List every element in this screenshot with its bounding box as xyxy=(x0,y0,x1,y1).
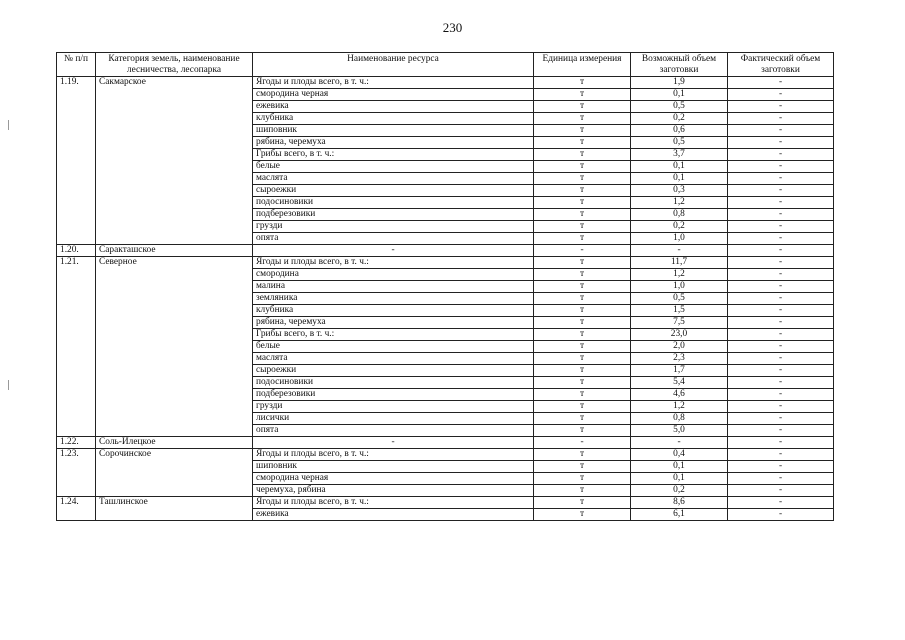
possible-volume-cell: 1,2 xyxy=(631,197,728,209)
actual-volume-cell: - xyxy=(728,437,834,449)
actual-volume-cell: - xyxy=(728,365,834,377)
actual-volume-cell: - xyxy=(728,149,834,161)
resource-name: шиповник xyxy=(253,125,534,137)
possible-volume-cell: 2,0 xyxy=(631,341,728,353)
resource-name: Ягоды и плоды всего, в т. ч.: xyxy=(253,77,534,89)
unit-cell: т xyxy=(534,233,631,245)
actual-volume-cell: - xyxy=(728,209,834,221)
resource-name: подосиновики xyxy=(253,377,534,389)
forestry-name: Ташлинское xyxy=(96,497,253,521)
unit-cell: т xyxy=(534,317,631,329)
actual-volume-cell: - xyxy=(728,317,834,329)
possible-volume-cell: 23,0 xyxy=(631,329,728,341)
actual-volume-cell: - xyxy=(728,353,834,365)
forestry-name: Сорочинское xyxy=(96,449,253,497)
possible-volume-cell: 0,5 xyxy=(631,293,728,305)
resource-name: белые xyxy=(253,341,534,353)
row-number: 1.22. xyxy=(57,437,96,449)
unit-cell: т xyxy=(534,497,631,509)
row-number: 1.19. xyxy=(57,77,96,245)
actual-volume-cell: - xyxy=(728,293,834,305)
resource-name: шиповник xyxy=(253,461,534,473)
unit-cell: т xyxy=(534,257,631,269)
resource-name: Ягоды и плоды всего, в т. ч.: xyxy=(253,449,534,461)
actual-volume-cell: - xyxy=(728,197,834,209)
possible-volume-cell: 0,6 xyxy=(631,125,728,137)
forestry-name: Саракташское xyxy=(96,245,253,257)
actual-volume-cell: - xyxy=(728,269,834,281)
resource-name: - xyxy=(253,245,534,257)
unit-cell: т xyxy=(534,401,631,413)
possible-volume-cell: 0,1 xyxy=(631,473,728,485)
resource-name: опята xyxy=(253,425,534,437)
possible-volume-cell: 1,0 xyxy=(631,281,728,293)
table-row xyxy=(57,449,834,461)
page-number: 230 xyxy=(442,20,463,35)
possible-volume-cell: 5,4 xyxy=(631,377,728,389)
resource-name: подберезовики xyxy=(253,209,534,221)
unit-cell: т xyxy=(534,197,631,209)
unit-cell: т xyxy=(534,173,631,185)
table-row xyxy=(57,77,834,89)
actual-volume-cell: - xyxy=(728,341,834,353)
table-row xyxy=(57,497,834,509)
possible-volume-cell: 0,3 xyxy=(631,185,728,197)
actual-volume-cell: - xyxy=(728,449,834,461)
unit-cell: т xyxy=(534,353,631,365)
unit-cell: т xyxy=(534,89,631,101)
possible-volume-cell: 7,5 xyxy=(631,317,728,329)
actual-volume-cell: - xyxy=(728,281,834,293)
actual-volume-cell: - xyxy=(728,221,834,233)
unit-cell: т xyxy=(534,449,631,461)
unit-cell: т xyxy=(534,149,631,161)
resource-name: сыроежки xyxy=(253,185,534,197)
actual-volume-cell: - xyxy=(728,377,834,389)
unit-cell: т xyxy=(534,281,631,293)
resource-name: маслята xyxy=(253,353,534,365)
resource-name: сыроежки xyxy=(253,365,534,377)
actual-volume-cell: - xyxy=(728,185,834,197)
resource-name: опята xyxy=(253,233,534,245)
possible-volume-cell: 1,2 xyxy=(631,401,728,413)
unit-cell: т xyxy=(534,161,631,173)
actual-volume-cell: - xyxy=(728,497,834,509)
possible-volume-cell: 0,2 xyxy=(631,485,728,497)
unit-cell: т xyxy=(534,425,631,437)
possible-volume-cell: 0,8 xyxy=(631,209,728,221)
resource-name: смородина черная xyxy=(253,89,534,101)
actual-volume-cell: - xyxy=(728,173,834,185)
unit-cell: т xyxy=(534,221,631,233)
possible-volume-cell: 1,0 xyxy=(631,233,728,245)
possible-volume-cell: 3,7 xyxy=(631,149,728,161)
row-number: 1.21. xyxy=(57,257,96,437)
row-number: 1.20. xyxy=(57,245,96,257)
resource-name: Ягоды и плоды всего, в т. ч.: xyxy=(253,257,534,269)
possible-volume-cell: 1,5 xyxy=(631,305,728,317)
forestry-name: Соль-Илецкое xyxy=(96,437,253,449)
table-row xyxy=(57,437,834,449)
actual-volume-cell: - xyxy=(728,101,834,113)
possible-volume-cell: 0,4 xyxy=(631,449,728,461)
actual-volume-cell: - xyxy=(728,125,834,137)
forestry-name: Сакмарское xyxy=(96,77,253,245)
resource-name: Ягоды и плоды всего, в т. ч.: xyxy=(253,497,534,509)
resource-name: ежевика xyxy=(253,101,534,113)
actual-volume-cell: - xyxy=(728,509,834,521)
unit-cell: т xyxy=(534,413,631,425)
unit-cell: т xyxy=(534,101,631,113)
unit-cell: т xyxy=(534,125,631,137)
resource-name: маслята xyxy=(253,173,534,185)
possible-volume-cell: 6,1 xyxy=(631,509,728,521)
resource-name: белые xyxy=(253,161,534,173)
possible-volume-cell: 0,2 xyxy=(631,113,728,125)
possible-volume-cell: 0,5 xyxy=(631,137,728,149)
resource-name: лисички xyxy=(253,413,534,425)
resource-name: смородина xyxy=(253,269,534,281)
unit-cell: т xyxy=(534,329,631,341)
row-number: 1.24. xyxy=(57,497,96,521)
actual-volume-cell: - xyxy=(728,389,834,401)
header-resource: Наименование ресурса xyxy=(253,53,534,77)
unit-cell: т xyxy=(534,305,631,317)
actual-volume-cell: - xyxy=(728,473,834,485)
resource-name: подберезовики xyxy=(253,389,534,401)
possible-volume-cell: 11,7 xyxy=(631,257,728,269)
unit-cell: - xyxy=(534,437,631,449)
unit-cell: т xyxy=(534,341,631,353)
scan-margin-mark xyxy=(8,380,9,390)
possible-volume-cell: 0,1 xyxy=(631,89,728,101)
possible-volume-cell: 4,6 xyxy=(631,389,728,401)
unit-cell: т xyxy=(534,137,631,149)
possible-volume-cell: 8,6 xyxy=(631,497,728,509)
resource-name: клубника xyxy=(253,113,534,125)
resource-name: грузди xyxy=(253,221,534,233)
unit-cell: т xyxy=(534,209,631,221)
resource-name: рябина, черемуха xyxy=(253,317,534,329)
resources-table xyxy=(56,52,834,521)
header-actual-volume: Фактический объем заготовки xyxy=(728,53,834,77)
unit-cell: т xyxy=(534,485,631,497)
actual-volume-cell: - xyxy=(728,329,834,341)
actual-volume-cell: - xyxy=(728,485,834,497)
actual-volume-cell: - xyxy=(728,257,834,269)
resource-name: Грибы всего, в т. ч.: xyxy=(253,329,534,341)
actual-volume-cell: - xyxy=(728,245,834,257)
header-unit: Единица измерения xyxy=(534,53,631,77)
table-body xyxy=(57,77,834,521)
header-possible-volume: Возможный объем заготовки xyxy=(631,53,728,77)
actual-volume-cell: - xyxy=(728,413,834,425)
resource-name: земляника xyxy=(253,293,534,305)
actual-volume-cell: - xyxy=(728,233,834,245)
actual-volume-cell: - xyxy=(728,401,834,413)
possible-volume-cell: 1,9 xyxy=(631,77,728,89)
header-num: № п/п xyxy=(57,53,96,77)
possible-volume-cell: 0,1 xyxy=(631,461,728,473)
resource-name: малина xyxy=(253,281,534,293)
possible-volume-cell: 0,1 xyxy=(631,161,728,173)
forestry-name: Северное xyxy=(96,257,253,437)
resource-name: - xyxy=(253,437,534,449)
possible-volume-cell: 2,3 xyxy=(631,353,728,365)
possible-volume-cell: 0,8 xyxy=(631,413,728,425)
unit-cell: т xyxy=(534,377,631,389)
unit-cell: т xyxy=(534,389,631,401)
resource-name: подосиновики xyxy=(253,197,534,209)
unit-cell: т xyxy=(534,269,631,281)
resource-name: черемуха, рябина xyxy=(253,485,534,497)
table-row xyxy=(57,245,834,257)
unit-cell: - xyxy=(534,245,631,257)
header-category: Категория земель, наименование лесничества, лесопарка xyxy=(96,53,253,77)
scan-margin-mark xyxy=(8,120,9,130)
possible-volume-cell: 0,1 xyxy=(631,173,728,185)
actual-volume-cell: - xyxy=(728,305,834,317)
actual-volume-cell: - xyxy=(728,113,834,125)
actual-volume-cell: - xyxy=(728,89,834,101)
resource-name: смородина черная xyxy=(253,473,534,485)
table-header-row xyxy=(57,53,834,77)
unit-cell: т xyxy=(534,113,631,125)
unit-cell: т xyxy=(534,293,631,305)
possible-volume-cell: 1,7 xyxy=(631,365,728,377)
resource-name: Грибы всего, в т. ч.: xyxy=(253,149,534,161)
unit-cell: т xyxy=(534,365,631,377)
actual-volume-cell: - xyxy=(728,77,834,89)
actual-volume-cell: - xyxy=(728,425,834,437)
actual-volume-cell: - xyxy=(728,461,834,473)
possible-volume-cell: 0,2 xyxy=(631,221,728,233)
unit-cell: т xyxy=(534,185,631,197)
possible-volume-cell: 5,0 xyxy=(631,425,728,437)
unit-cell: т xyxy=(534,509,631,521)
actual-volume-cell: - xyxy=(728,137,834,149)
unit-cell: т xyxy=(534,77,631,89)
resource-name: грузди xyxy=(253,401,534,413)
possible-volume-cell: 1,2 xyxy=(631,269,728,281)
row-number: 1.23. xyxy=(57,449,96,497)
unit-cell: т xyxy=(534,473,631,485)
table-row xyxy=(57,257,834,269)
possible-volume-cell: 0,5 xyxy=(631,101,728,113)
resource-name: клубника xyxy=(253,305,534,317)
unit-cell: т xyxy=(534,461,631,473)
resource-name: ежевика xyxy=(253,509,534,521)
possible-volume-cell: - xyxy=(631,245,728,257)
actual-volume-cell: - xyxy=(728,161,834,173)
possible-volume-cell: - xyxy=(631,437,728,449)
resource-name: рябина, черемуха xyxy=(253,137,534,149)
